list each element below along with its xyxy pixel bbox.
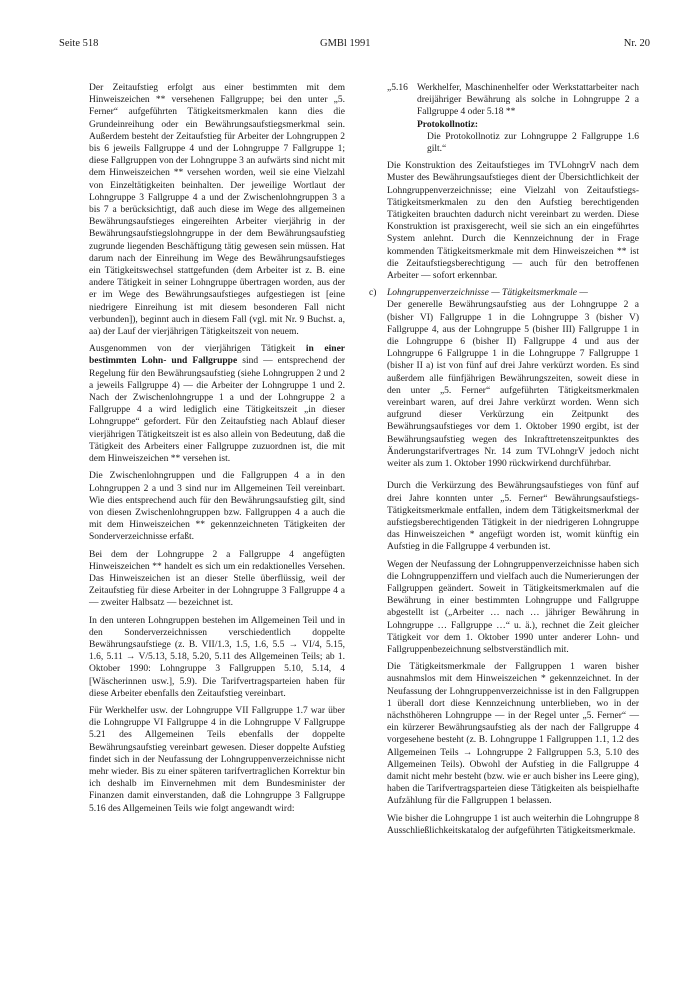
page-number: Seite 518 — [59, 38, 99, 49]
paragraph-text: Ausgenommen von der vierjährigen Tätigkeit — [89, 344, 306, 355]
left-column — [89, 82, 345, 820]
rule-number: „5.16 — [387, 83, 408, 93]
paragraph-text: sind — entsprechend der Regelung für den Bewährungsaufstieg (siehe Lohngruppen 2 und 2 a jeweils Fallgruppe 4) — die Arbeiter der Lohngruppe 1 und 2. Nach der Zwischenlohngruppe 1 a und der Lohngruppe 2 a Fallgruppe 4 a wird lediglich eine Tätigkeitszeit „in dieser Lohngruppe“ gefordert. Für den Zeitaufstieg nach Ablauf dieser vierjährigen Tätigkeitszeit ist es also allein von Bedeutung, daß die Tätigkeit des Arbeiters einer Fallgruppe zuzuordnen ist, die mit dem Hinweiszeichen ** versehen ist. — [89, 356, 345, 465]
paragraph — [89, 343, 345, 465]
paragraph: Die Zwischenlohngruppen und die Fallgruppen 4 a in den Lohngruppen 2 a und 3 sind nur im Allgemeinen Teil vereinbart. Wie dies entsprechend auch für den Bewährungsaufstieg gilt, sind von diesen Zwischenlohngruppen bzw. Fallgruppen 4 a auch die mit dem Hinweiszeichen ** gekennzeichneten Tätigkeiten der Sonderverzeichnisse erfaßt. — [89, 471, 345, 543]
paragraph: In den unteren Lohngruppen bestehen im Allgemeinen Teil und in den Sonderverzeichnissen verschiedentlich doppelte Bewährungsaufstiege (z. B. VII/1.3, 1.5, 1.6, 5.5 → VI/4, 5.15, 1.6, 5.11 → V/5.13, 5.18, 5.20, 5.11 des Allgemeinen Teils; ab 1. Oktober 1990: Lohngruppe 3 Fallgruppen 5.10, 5.14, 4 [Wäscherinnen usw.], 5.9). Die Tarifvertragsparteien haben für diese Arbeiter ebenfalls den Zeitaufstieg vereinbart. — [89, 615, 345, 699]
journal-title: GMBl 1991 — [320, 38, 371, 49]
section-title: Lohngruppenverzeichnisse — Tätigkeitsmerkmale — — [387, 288, 588, 299]
protocol-note-text: Die Protokollnotiz zur Lohngruppe 2 Fallgruppe 1.6 gilt.“ — [427, 131, 639, 155]
paragraph: Wie bisher die Lohngruppe 1 ist auch weiterhin die Lohngruppe 8 Ausschließlichkeitskatalog der aufgeführten Tätigkeitsmerkmale. — [387, 813, 639, 836]
paragraph: Bei dem der Lohngruppe 2 a Fallgruppe 4 angefügten Hinweiszeichen ** handelt es sich um ein redaktionelles Versehen. Das Hinweiszeichen ist an dieser Stelle überflüssig, weil der Zeitaufstieg für diese Arbeiter in der Lohngruppe 3 Fallgruppe 4 a — zweiter Halbsatz — bezeichnet ist. — [89, 549, 345, 609]
paragraph: Die Tätigkeitsmerkmale der Fallgruppen 1 waren bisher ausnahmslos mit dem Hinweiszeichen * gekennzeichnet. In der Neufassung der Lohngruppenverzeichnisse ist in den Fallgruppen 1 überall dort diese Kennzeichnung unterblieben, wo in der nächsthöheren Lohngruppe — in der Regel unter „5. Ferner“ — ein kürzerer Bewährungsaufstieg als der nach der Fallgruppe 4 vorgesehene besteht (z. B. Lohngruppe 1 Fallgruppen 1.1, 1.2 des Allgemeinen Teils → Lohngruppe 2 Fallgruppen 5.3, 5.10 des Allgemeinen Teils). Obwohl der Aufstieg in die Fallgruppe 4 damit nicht mehr besteht (bzw. wie er auch bisher ins Leere ging), haben die Tarifvertragsparteien diese Tätigkeiten als beispielhafte Aufzählung für die Fallgruppen 1 belassen. — [387, 662, 639, 807]
protocol-note-heading: Protokollnotiz: — [417, 119, 479, 130]
quoted-rule — [387, 82, 639, 155]
right-column — [369, 82, 639, 842]
rule-text: Werkhelfer, Maschinenhelfer oder Werkstattarbeiter nach dreijähriger Bewährung als solche in Lohngruppe 2 a Fallgruppe 4 oder 5.18 ** — [417, 83, 639, 118]
paragraph: Der Zeitaufstieg erfolgt aus einer bestimmten mit dem Hinweiszeichen ** versehenen Fallgruppe; bei den unter „5. Ferner“ aufgeführten Tätigkeitsmerkmalen kann dies die Grundeinreihung oder ein Bewährungsaufstiegsmerkmal sein. Außerdem besteht der Zeitaufstieg für Arbeiter der Lohngruppen 2 bis 6 jeweils Fallgruppe 4 und der Lohngruppe 7 Fallgruppe 1; diese Fallgruppen von der Lohngruppe 3 an aufwärts sind nicht mit dem Hinweiszeichen ** versehen worden, weil sie eine Vielzahl von Einzeltätigkeiten beinhalten. Der jeweilige Wortlaut der Lohngruppe 3 Fallgruppe 4 a und der Zwischenlohngruppen 3 a bis 7 a berücksichtigt, daß auch diese im Wege des allgemeinen Bewährungsaufstieges eingereihten Arbeiter vierjährig in der Bewährungsaufstiegslohngruppe in der dem Bewährungsaufstieg zugrunde liegenden Beschäftigung tätig gewesen sein müssen. Hat darum nach der Einreihung im Wege des Bewährungsaufstieges ein Tätigkeitswechsel stattgefunden (dem Arbeiter ist z. B. eine andere Tätigkeit in seiner Lohngruppe übertragen worden, aus der er im Wege des Bewährungsaufstieges aufgestiegen ist [eine niedrigere Einreihung ist mit diesem besonderen Fall nicht verbunden]), beginnt auch in diesem Fall (vgl. mit Nr. 9 Buchst. a, aa) der Lauf der vierjährigen Tätigkeitszeit von neuem. — [89, 83, 345, 338]
section-marker: c) — [369, 288, 377, 299]
paragraph: Die Konstruktion des Zeitaufstieges im TVLohngrV nach dem Muster des Bewährungsaufstieges dient der Übersichtlichkeit der Lohngruppenverzeichnisse; eine Vielzahl von Zeitaufstiegs-Tätigkeitsmerkmalen zu den den Aufstieg berechtigenden Tätigkeiten brauchten dadurch nicht vereinbart zu werden. Diese Konstruktion ist praxisgerecht, weil sie sich an ein eingeführtes System anlehnt. Durch die Kennzeichnung der in Frage kommenden Tätigkeitsmerkmale mit dem Hinweiszeichen ** ist die Zeitaufstiegsberechtigung — auch für den betroffenen Arbeiter — sofort erkennbar. — [387, 161, 639, 282]
paragraph: Durch die Verkürzung des Bewährungsaufstieges von fünf auf drei Jahre konnten unter „5. Ferner“ Bewährungsaufstiegs-Tätigkeitsmerkmale entfallen, indem dem Tätigkeitsmerkmal der aufstiegsberechtigenden Tätigkeit in der niedrigeren Lohngruppe das Hinweiszeichen * angefügt worden ist, womit künftig ein Aufstieg in die Fallgruppe 4 verbunden ist. — [387, 481, 639, 553]
paragraph: Für Werkhelfer usw. der Lohngruppe VII Fallgruppe 1.7 war über die Lohngruppe VI Fallgruppe 4 in die Lohngruppe V Fallgruppe 5.21 des Allgemeinen Teils ebenfalls der doppelte Bewährungsaufstieg vereinbart gewesen. Dieser doppelte Aufstieg findet sich in der Neufassung der Lohngruppenverzeichnisse nicht mehr wieder. Bis zu einer späteren tarifvertraglichen Korrektur bin ich deshalb im Einvernehmen mit dem Bundesminister der Finanzen damit einverstanden, daß die Lohngruppe 3 Fallgruppe 5.16 des Allgemeinen Teils wie folgt angewandt wird: — [89, 705, 345, 814]
paragraph: Der generelle Bewährungsaufstieg aus der Lohngruppe 2 a (bisher VI) Fallgruppe 1 in die Lohngruppe 3 (bisher V) Fallgruppe 4, aus der Lohngruppe 5 (bisher III) Fallgruppe 1 in die Lohngruppe 6 (bisher II) Fallgruppe 4 und aus der Lohngruppe 6 Fallgruppe 1 in die Lohngruppe 7 Fallgruppe 1 (bisher II a) ist von fünf auf drei Jahre verkürzt worden. Es sind außerdem alle fünfjährigen Bewährungszeiten, soweit diese in den unter „5. Ferner“ aufgeführten Tätigkeitsmerkmalen vereinbart waren, auf drei Jahre verkürzt worden. Wenn sich aufgrund dieser Verkürzung ein Zeitpunkt des Bewährungsaufstieges vor dem 1. Oktober 1990 ergibt, ist der Bewährungsaufstieg wegen des Inkrafttretenszeitpunktes des Änderungstarifvertrages Nr. 14 zum TVLohngrV jedoch nicht weiter als zum 1. Oktober 1990 rückwirkend durchführbar. — [387, 300, 639, 470]
issue-number: Nr. 20 — [623, 38, 650, 49]
rule-body — [417, 82, 639, 155]
section-body — [387, 287, 639, 475]
bold-phrase: in einer bestimmten Lohn- und Fallgruppe — [89, 344, 345, 367]
section-c — [369, 287, 639, 475]
paragraph: Wegen der Neufassung der Lohngruppenverzeichnisse haben sich die Lohngruppenziffern und vielfach auch die Numerierungen der Fallgruppen geändert. Soweit in Tätigkeitsmerkmalen auf die Bewährung in einer bestimmten Lohngruppe und Fallgruppe abgestellt ist („Arbeiter … nach … jähriger Bewährung in Lohngruppe … Fallgruppe …“ u. ä.), rechnet die Zeit gleicher Tätigkeit vor dem 1. Oktober 1990 unter anderer Lohn- und Fallgruppenbezeichnung selbstverständlich mit. — [387, 559, 639, 655]
